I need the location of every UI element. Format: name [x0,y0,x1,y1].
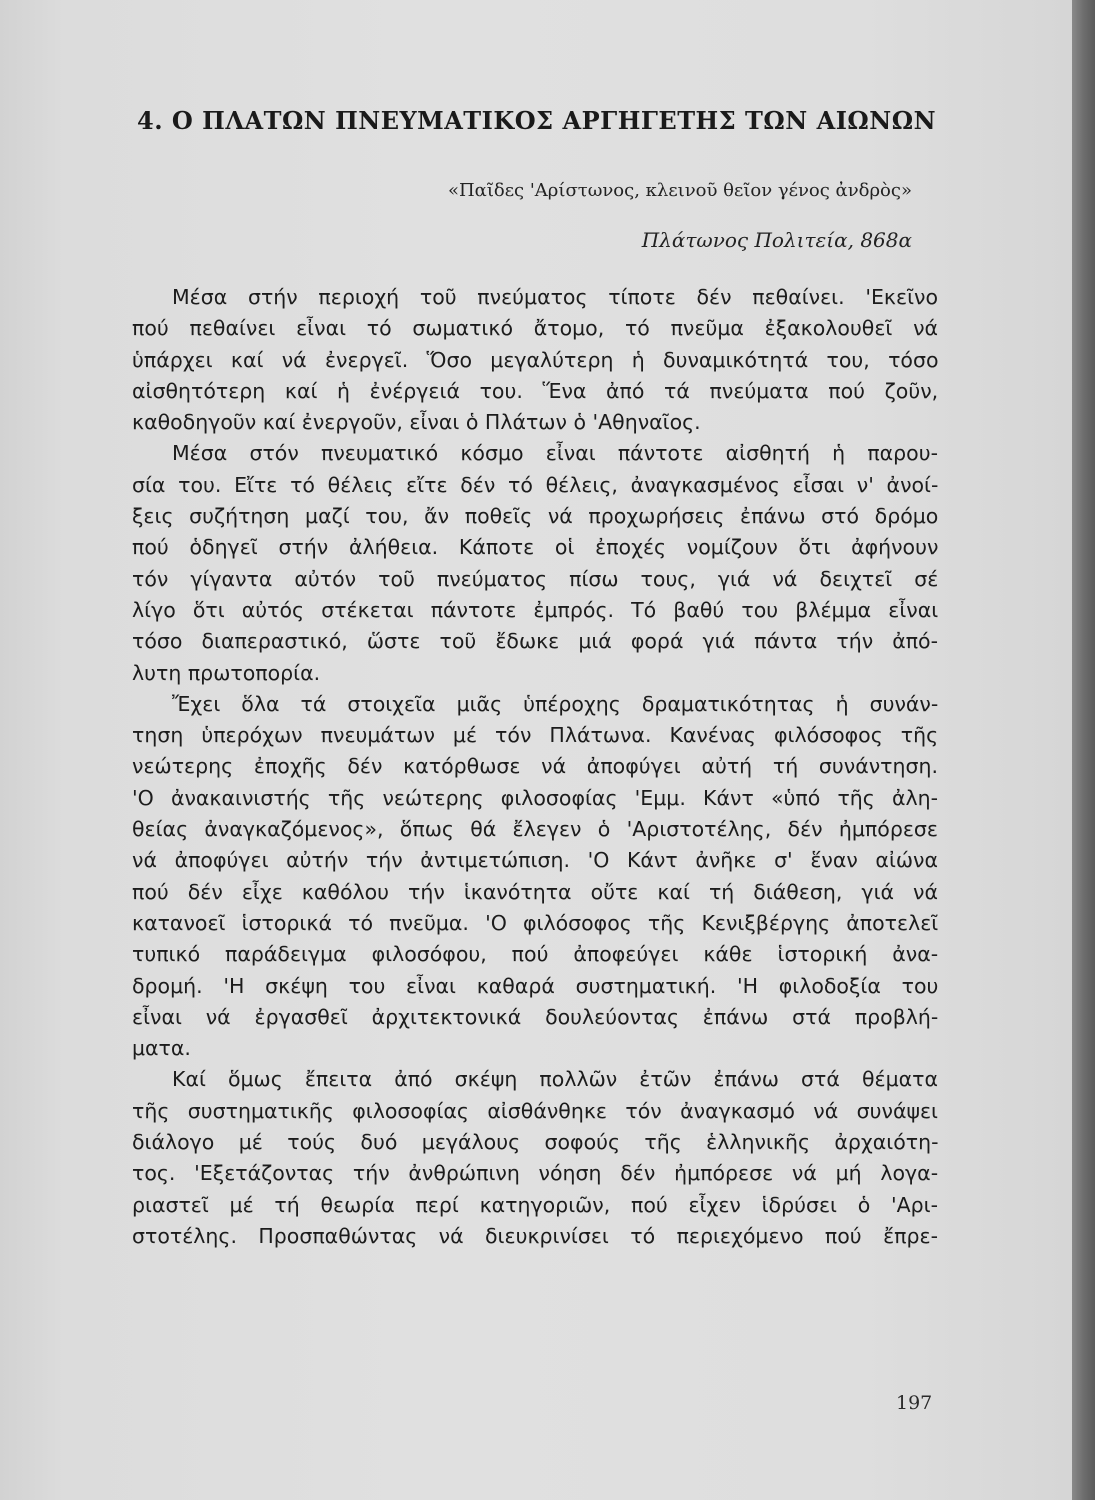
text-line: στοτέλης. Προσπαθώντας νά διευκρινίσει τό περιεχόμενο πού ἔπρε- [132,1223,938,1248]
text-line: διάλογο μέ τούς δυό μεγάλους σοφούς τῆς ἑλληνικῆς ἀρχαιότη- [132,1130,939,1155]
text-line: ξεις συζήτηση μαζί του, ἄν ποθεῖς νά προχωρήσεις ἐπάνω στό δρόμο [132,504,939,529]
paragraph [132,1064,938,1252]
text-line: ὑπάρχει καί νά ἐνεργεῖ. Ὅσο μεγαλύτερη ἡ δυναμικότητά του, τόσο [132,347,939,372]
text-line: Καί ὅμως ἔπειτα ἀπό σκέψη πολλῶν ἐτῶν ἐπάνω στά θέματα [172,1067,938,1092]
epigraph-quote: «Παῖδες 'Αρίστωνος, κλεινοῦ θεῖον γένος ἀνδρὸς» [447,180,912,201]
text-line: εἶναι νά ἐργασθεῖ ἀρχιτεκτονικά δουλεύοντας ἐπάνω στά προβλή- [132,1004,939,1029]
body-text [132,282,938,1252]
text-line: τόν γίγαντα αὐτόν τοῦ πνεύματος πίσω τους, γιά νά δειχτεῖ σέ [132,566,939,591]
text-line: τόσο διαπεραστικό, ὥστε τοῦ ἔδωκε μιά φορά γιά πάντα τήν ἀπό- [132,629,938,654]
text-line: Μέσα στήν περιοχή τοῦ πνεύματος τίποτε δέν πεθαίνει. 'Εκεῖνο [172,285,938,309]
text-line: αἰσθητότερη καί ἡ ἐνέργειά του. Ἕνα ἀπό τά πνεύματα πού ζοῦν, [132,378,939,403]
page-number: 197 [896,1392,933,1414]
paragraph [132,282,938,438]
text-line: λίγο ὅτι αὐτός στέκεται πάντοτε ἐμπρός. Τό βαθύ του βλέμμα εἶναι [132,597,939,622]
text-line: κατανοεῖ ἱστορικά τό πνεῦμα. 'Ο φιλόσοφος τῆς Κενιξβέργης ἀποτελεῖ [132,910,939,935]
text-line: λυτη πρωτοπορία. [132,660,321,685]
text-line: 'Ο ἀνακαινιστής τῆς νεώτερης φιλοσοφίας 'Εμμ. Κάντ «ὑπό τῆς ἀλη- [132,785,939,810]
text-line: δρομή. 'Η σκέψη του εἶναι καθαρά συστηματική. 'Η φιλοδοξία του [132,973,939,998]
text-line: Ἔχει ὅλα τά στοιχεῖα μιᾶς ὑπέροχης δραματικότητας ἡ συνάν- [172,691,939,716]
text-line: θείας ἀναγκαζόμενος», ὅπως θά ἔλεγεν ὁ 'Αριστοτέλης, δέν ἠμπόρεσε [132,817,938,842]
text-line: καθοδηγοῦν καί ἐνεργοῦν, εἶναι ὁ Πλάτων ὁ 'Αθηναῖος. [132,410,701,435]
text-line: τῆς συστηματικῆς φιλοσοφίας αἰσθάνθηκε τόν ἀναγκασμό νά συνάψει [132,1098,938,1123]
text-line: τος. 'Εξετάζοντας τήν ἀνθρώπινη νόηση δέν ἠμπόρεσε νά μή λογα- [132,1161,939,1186]
epigraph-citation: Πλάτωνος Πολιτεία, 868α [641,228,912,252]
text-line: Μέσα στόν πνευματικό κόσμο εἶναι πάντοτε αἰσθητή ἡ παρου- [172,441,938,466]
text-line: πού πεθαίνει εἶναι τό σωματικό ἄτομο, τό πνεῦμα ἐξακολουθεῖ νά [132,316,939,341]
book-spine-edge [1072,0,1095,1500]
text-line: ριαστεῖ μέ τή θεωρία περί κατηγοριῶν, πού εἶχεν ἱδρύσει ὁ 'Αρι- [132,1192,938,1217]
text-line: τηση ὑπερόχων πνευμάτων μέ τόν Πλάτωνα. Κανένας φιλόσοφος τῆς [132,723,939,748]
text-line: ματα. [132,1036,191,1061]
text-line: σία του. Εἴτε τό θέλεις εἴτε δέν τό θέλεις, ἀναγκασμένος εἶσαι ν' ἀνοί- [132,472,939,497]
text-line: πού δέν εἶχε καθόλου τήν ἱκανότητα οὔτε καί τή διάθεση, γιά νά [132,879,938,904]
text-line: νά ἀποφύγει αὐτήν τήν ἀντιμετώπιση. 'Ο Κάντ ἀνῆκε σ' ἕναν αἰώνα [132,848,939,873]
paragraph [132,438,938,688]
paragraph [132,689,938,1065]
text-line: τυπικό παράδειγμα φιλοσόφου, πού ἀποφεύγει κάθε ἱστορική ἀνα- [132,942,939,967]
text-line: πού ὁδηγεῖ στήν ἀλήθεια. Κάποτε οἱ ἐποχές νομίζουν ὅτι ἀφήνουν [132,535,939,560]
text-line: νεώτερης ἐποχῆς δέν κατόρθωσε νά ἀποφύγει αὐτή τή συνάντηση. [132,754,938,779]
chapter-heading: 4. Ο ΠΛΑΤΩΝ ΠΝΕΥΜΑΤΙΚΟΣ ΑΡΓΗΓΕΤΗΣ ΤΩΝ ΑΙΩΝΩΝ [137,106,937,135]
